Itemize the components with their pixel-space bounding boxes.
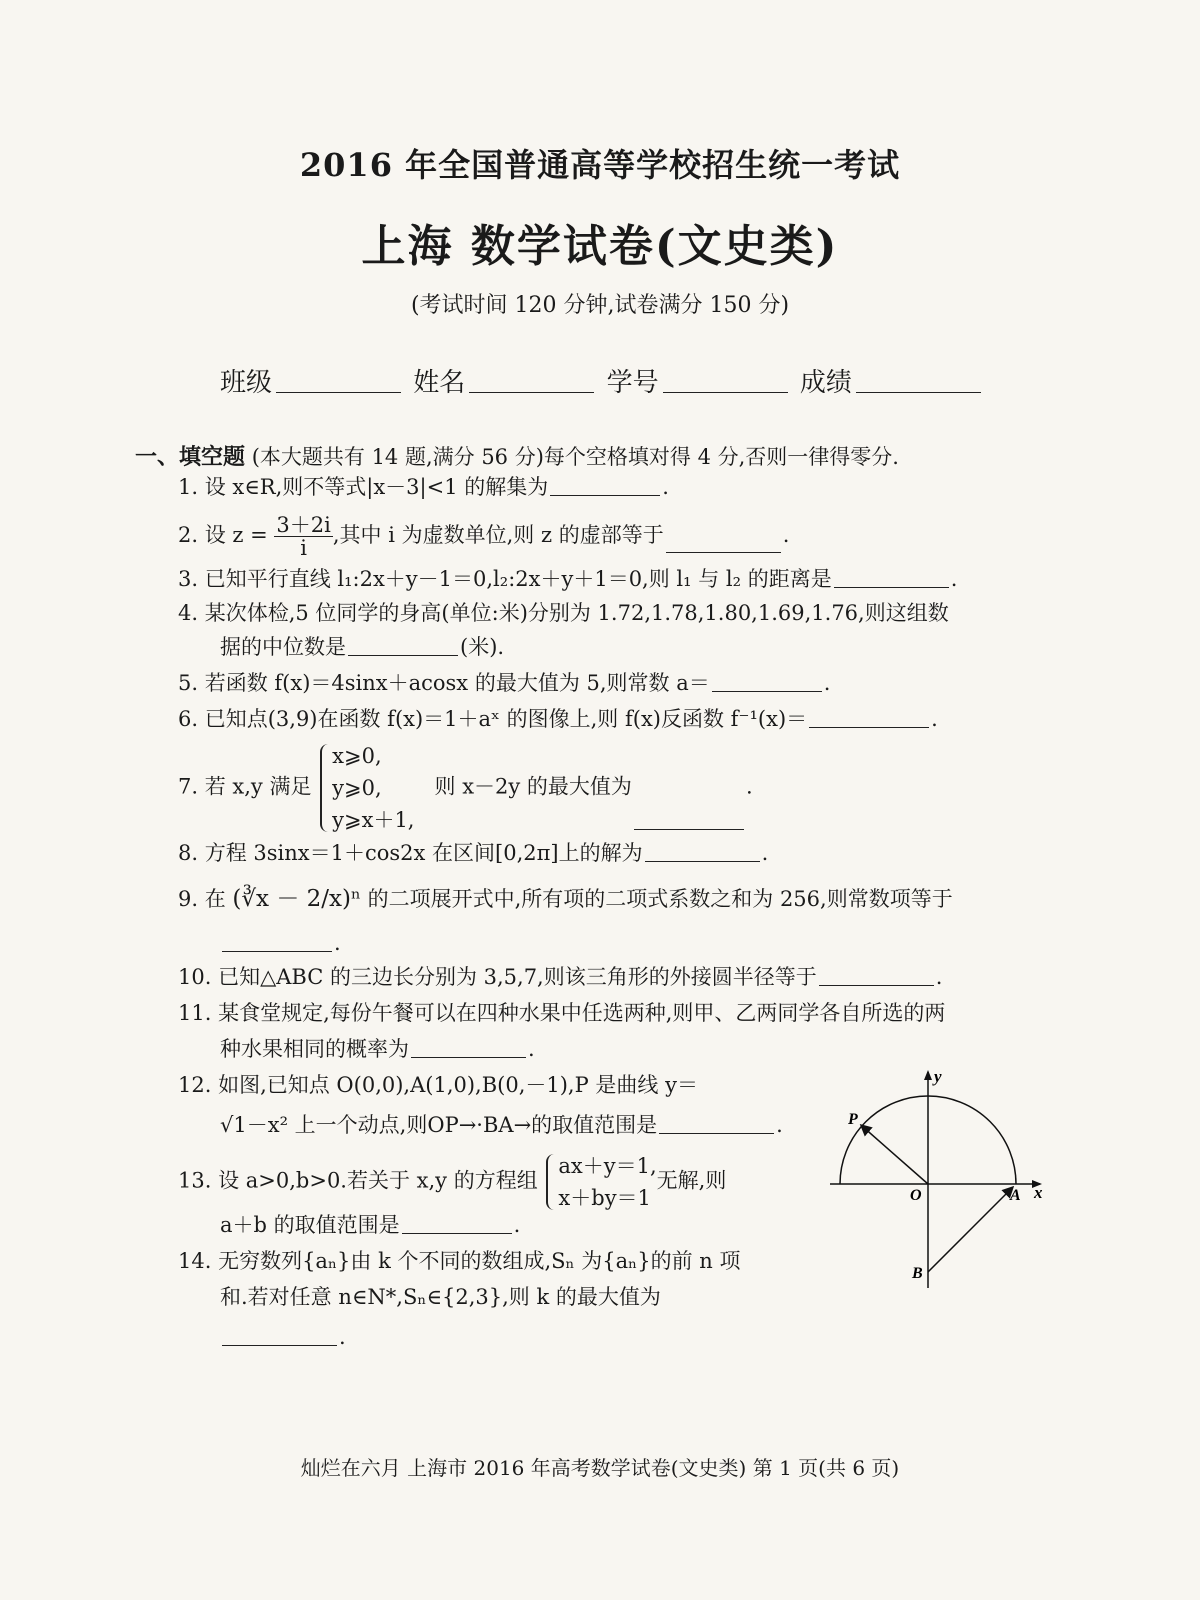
constraint-1: x⩾0, xyxy=(332,744,382,768)
question-10: 10. 已知△ABC 的三边长分别为 3,5,7,则该三角形的外接圆半径等于 . xyxy=(178,965,943,989)
question-text-post: 则 x－2y 的最大值为 xyxy=(434,774,632,799)
question-14 xyxy=(178,1246,741,1276)
question-4 xyxy=(178,598,949,628)
question-11-line2: 种水果相同的概率为 . xyxy=(220,1037,535,1061)
binomial-expression: (∛x － 2/x)ⁿ xyxy=(232,886,361,912)
question-5: 5. 若函数 f(x)＝4sinx＋acosx 的最大值为 5,则常数 a＝ . xyxy=(178,671,831,695)
fraction xyxy=(274,514,332,559)
question-14-line2 xyxy=(220,1282,661,1312)
question-12 xyxy=(178,1070,698,1100)
point-p-label: P xyxy=(848,1111,858,1128)
question-7: 7. 若 x,y 满足 x⩾0, y⩾0, y⩾x＋1, 则 x－2y 的最大值为 . xyxy=(178,740,753,836)
answer-blank[interactable] xyxy=(645,860,760,862)
answer-blank[interactable] xyxy=(222,950,332,952)
question-8: 8. 方程 3sinx＝1＋cos2x 在区间[0,2π]上的解为 . xyxy=(178,841,769,865)
name-label: 姓名 xyxy=(413,368,466,398)
question-text-post: 无解,则 xyxy=(656,1168,727,1193)
exam-info: (考试时间 120 分钟,试卷满分 150 分) xyxy=(410,293,790,318)
section-description: (本大题共有 14 题,满分 56 分)每个空格填对得 4 分,否则一律得零分. xyxy=(251,445,899,469)
question-text-line2: 和.若对任意 n∈N*,Sₙ∈{2,3},则 k 的最大值为 xyxy=(220,1285,661,1309)
question-text-line2: 据的中位数是 xyxy=(220,635,346,659)
question-9 xyxy=(178,884,953,914)
equation-system xyxy=(544,1150,656,1214)
section-heading xyxy=(135,440,899,471)
question-1: 1. 设 x∈R,则不等式|x－3|<1 的解集为 . xyxy=(178,475,669,499)
question-text: 8. 方程 3sinx＝1＋cos2x 在区间[0,2π]上的解为 xyxy=(178,841,643,865)
question-text: 6. 已知点(3,9)在函数 f(x)＝1＋aˣ 的图像上,则 f(x)反函数 f⁻¹(x)＝ xyxy=(178,707,808,731)
question-text-post: 的二项展开式中,所有项的二项式系数之和为 256,则常数项等于 xyxy=(367,887,953,911)
bleed-through-text xyxy=(200,78,206,99)
semicircle-figure xyxy=(830,1068,1060,1298)
answer-blank[interactable] xyxy=(666,551,781,553)
origin-label: O xyxy=(910,1187,922,1204)
answer-blank[interactable] xyxy=(809,726,929,728)
answer-blank[interactable] xyxy=(550,494,660,496)
equation-1: ax＋y＝1, xyxy=(558,1154,657,1178)
question-9-line2: . xyxy=(220,928,341,958)
answer-blank[interactable] xyxy=(659,1132,774,1134)
denominator: i xyxy=(300,536,307,560)
point-a-label: A xyxy=(1010,1187,1021,1204)
equation-2: x＋by＝1 xyxy=(558,1186,651,1210)
question-11 xyxy=(178,998,945,1028)
question-text: 5. 若函数 f(x)＝4sinx＋acosx 的最大值为 5,则常数 a＝ xyxy=(178,671,710,695)
score-blank[interactable] xyxy=(856,391,981,393)
x-axis-label: x xyxy=(1034,1183,1043,1202)
y-axis-arrow-icon xyxy=(924,1070,932,1080)
question-4-line2 xyxy=(220,632,504,662)
exam-title: 2016 年全国普通高等学校招生统一考试 xyxy=(299,146,901,184)
question-text-line2: a＋b 的取值范围是 xyxy=(220,1213,400,1237)
id-label: 学号 xyxy=(606,368,659,398)
question-2: 2. 设 z = $\frac{3+2i}{i}$ ,其中 i 为虚数单位,则 z 的虚部等于 . xyxy=(178,513,790,560)
answer-blank[interactable] xyxy=(819,984,934,986)
question-text-pre: 13. 设 a>0,b>0.若关于 x,y 的方程组 xyxy=(178,1168,538,1193)
y-axis-label: y xyxy=(934,1068,942,1086)
answer-blank[interactable] xyxy=(834,586,949,588)
paper-subtitle: 上海 数学试卷(文史类) xyxy=(361,221,839,272)
question-text-pre: 2. 设 z = xyxy=(178,523,268,547)
vector-op xyxy=(862,1126,928,1184)
point-b-label: B xyxy=(912,1265,923,1282)
page-footer: 灿烂在六月 上海市 2016 年高考数学试卷(文史类) 第 1 页(共 6 页) xyxy=(300,1456,900,1480)
answer-blank[interactable] xyxy=(634,828,744,830)
answer-blank[interactable] xyxy=(712,690,822,692)
question-text-line1: 12. 如图,已知点 O(0,0),A(1,0),B(0,－1),P 是曲线 y＝ xyxy=(178,1073,698,1097)
question-13 xyxy=(178,1150,726,1214)
score-label: 成绩 xyxy=(799,368,852,398)
question-text: 1. 设 x∈R,则不等式|x－3|<1 的解集为 xyxy=(178,475,549,499)
name-blank[interactable] xyxy=(469,391,594,393)
numerator: 3＋2i xyxy=(276,513,331,537)
question-3: 3. 已知平行直线 l₁:2x＋y－1＝0,l₂:2x＋y＋1＝0,则 l₁ 与 l₂ 的距离是 . xyxy=(178,567,958,591)
question-text-line1: 11. 某食堂规定,每份午餐可以在四种水果中任选两种,则甲、乙两同学各自所选的两 xyxy=(178,1001,946,1025)
section-title: 一、填空题 xyxy=(135,444,246,470)
answer-blank[interactable] xyxy=(348,654,458,656)
student-info-row xyxy=(220,362,985,399)
constraint-3: y⩾x＋1, xyxy=(332,808,415,832)
answer-blank[interactable] xyxy=(222,1344,337,1346)
question-text: 10. 已知△ABC 的三边长分别为 3,5,7,则该三角形的外接圆半径等于 xyxy=(178,965,817,989)
question-text-line1: 14. 无穷数列{aₙ}由 k 个不同的数组成,Sₙ 为{aₙ}的前 n 项 xyxy=(178,1249,741,1273)
answer-blank[interactable] xyxy=(402,1232,512,1234)
question-text-pre: 9. 在 xyxy=(178,887,226,911)
question-text-line1: 4. 某次体检,5 位同学的身高(单位:米)分别为 1.72,1.78,1.80,1.69,1.76,则这组数 xyxy=(178,601,949,625)
question-12-line2: √1－x² 上一个动点,则OP→·BA→的取值范围是 . xyxy=(220,1113,783,1137)
constraint-system xyxy=(318,740,414,836)
question-14-line3: . xyxy=(220,1322,346,1352)
vector-ba xyxy=(928,1188,1012,1272)
question-text-line2: √1－x² 上一个动点,则OP→·BA→的取值范围是 xyxy=(220,1113,658,1137)
class-label: 班级 xyxy=(220,368,273,398)
question-text-pre: 7. 若 x,y 满足 xyxy=(178,774,312,799)
unit-text: (米). xyxy=(460,635,505,659)
question-text: 3. 已知平行直线 l₁:2x＋y－1＝0,l₂:2x＋y＋1＝0,则 l₁ 与 l₂ 的距离是 xyxy=(178,567,832,591)
question-text-line2: 种水果相同的概率为 xyxy=(220,1037,409,1061)
answer-blank[interactable] xyxy=(411,1056,526,1058)
question-6: 6. 已知点(3,9)在函数 f(x)＝1＋aˣ 的图像上,则 f(x)反函数 f⁻¹(x)＝ . xyxy=(178,707,938,731)
question-text-post: ,其中 i 为虚数单位,则 z 的虚部等于 xyxy=(332,523,664,547)
constraint-2: y⩾0, xyxy=(332,776,382,800)
id-blank[interactable] xyxy=(663,391,788,393)
class-blank[interactable] xyxy=(276,391,401,393)
question-13-line2: a＋b 的取值范围是 . xyxy=(220,1213,521,1237)
